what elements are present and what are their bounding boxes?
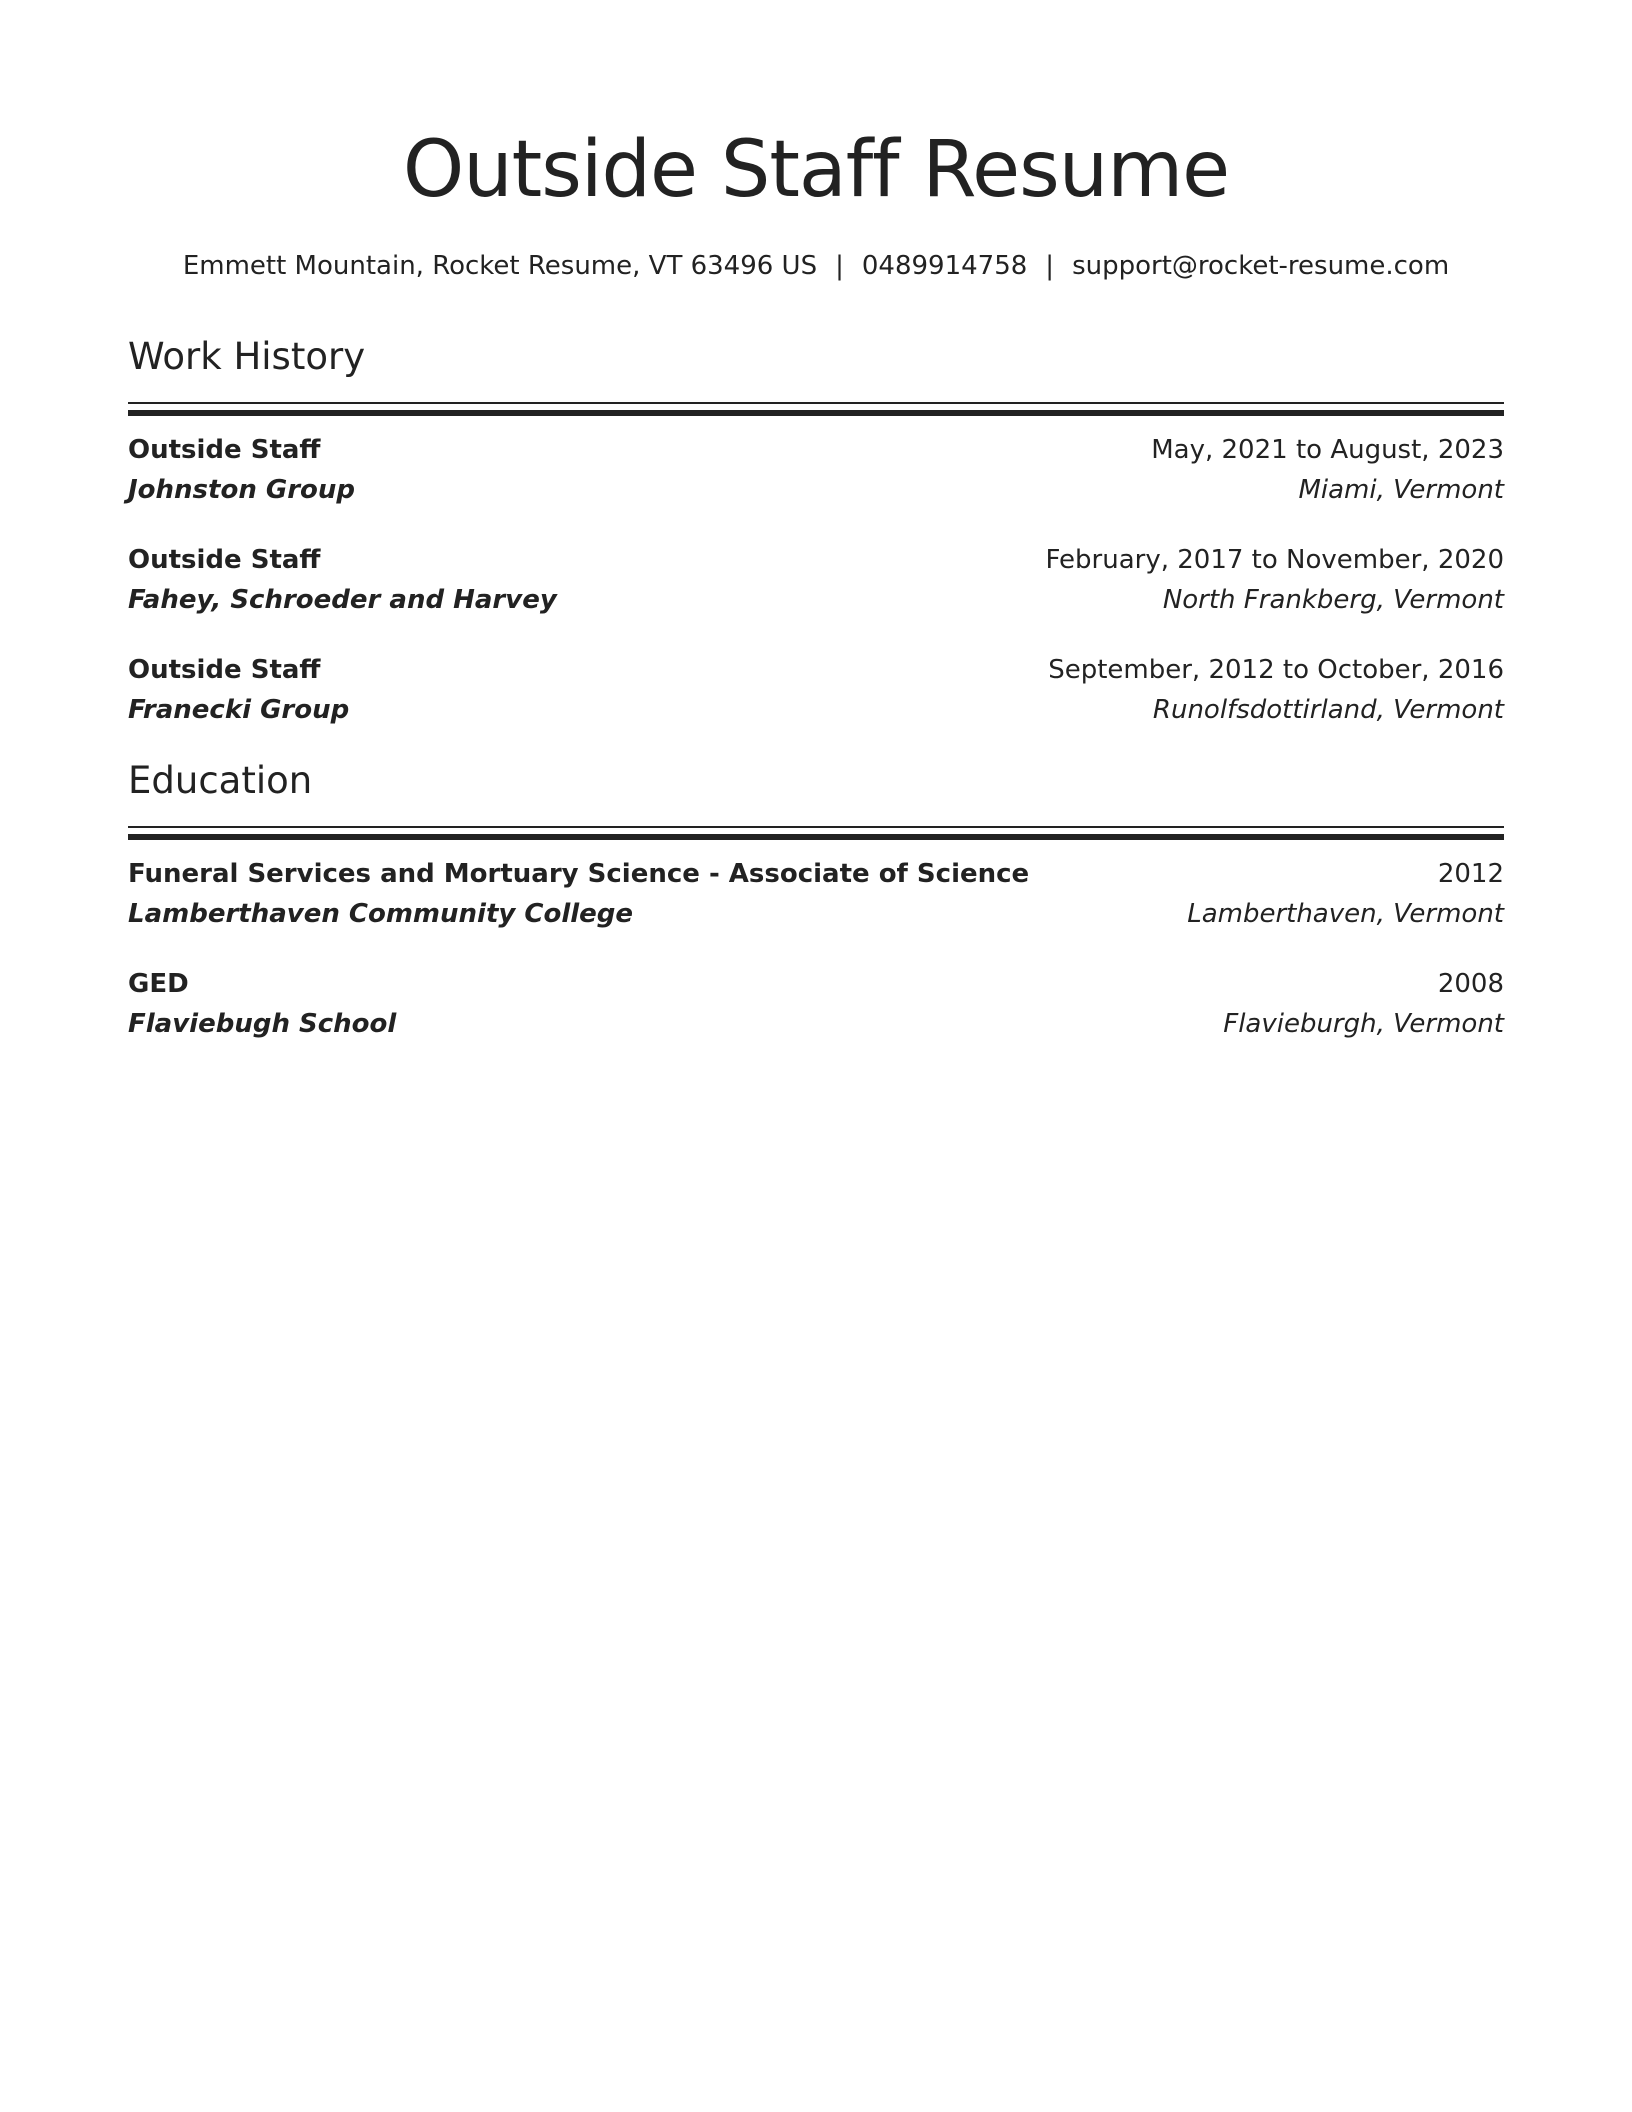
company-name: Johnston Group: [128, 475, 356, 505]
job-dates: February, 2017 to November, 2020: [1045, 545, 1504, 575]
job-location: North Frankberg, Vermont: [1162, 585, 1504, 615]
job-location: Runolfsdottirland, Vermont: [1152, 695, 1504, 725]
graduation-year: 2012: [1437, 859, 1504, 889]
resume-title: Outside Staff Resume: [402, 125, 1230, 215]
section-divider-thin: [128, 826, 1504, 828]
work-history-section: [128, 332, 1504, 730]
work-entry: [128, 430, 1504, 510]
school-name: Flaviebugh School: [128, 1009, 397, 1039]
school-name: Lamberthaven Community College: [128, 899, 634, 929]
contact-phone: 0489914758: [861, 251, 1028, 281]
section-divider-thick: [128, 410, 1504, 416]
degree-name: Funeral Services and Mortuary Science - Associate of Science: [128, 859, 1030, 889]
contact-line: [128, 248, 1504, 284]
company-name: Franecki Group: [128, 695, 350, 725]
contact-address: Emmett Mountain, Rocket Resume, VT 63496 US: [182, 251, 818, 281]
degree-name: GED: [128, 969, 189, 999]
education-entry: [128, 854, 1504, 934]
education-section: [128, 756, 1504, 1044]
job-title: Outside Staff: [128, 655, 321, 685]
contact-separator: |: [1045, 251, 1055, 281]
section-divider-thick: [128, 834, 1504, 840]
work-entry: [128, 540, 1504, 620]
section-divider-thin: [128, 402, 1504, 404]
graduation-year: 2008: [1437, 969, 1504, 999]
job-dates: May, 2021 to August, 2023: [1151, 435, 1504, 465]
job-location: Miami, Vermont: [1298, 475, 1504, 505]
section-heading: Education: [128, 759, 313, 802]
work-entry: [128, 650, 1504, 730]
school-location: Lamberthaven, Vermont: [1187, 899, 1504, 929]
contact-email: support@rocket-resume.com: [1072, 251, 1450, 281]
job-title: Outside Staff: [128, 545, 321, 575]
school-location: Flavieburgh, Vermont: [1223, 1009, 1504, 1039]
job-dates: September, 2012 to October, 2016: [1048, 655, 1504, 685]
company-name: Fahey, Schroeder and Harvey: [128, 585, 557, 615]
contact-separator: |: [835, 251, 844, 281]
job-title: Outside Staff: [128, 435, 321, 465]
section-heading: Work History: [128, 335, 366, 378]
education-entry: [128, 964, 1504, 1044]
